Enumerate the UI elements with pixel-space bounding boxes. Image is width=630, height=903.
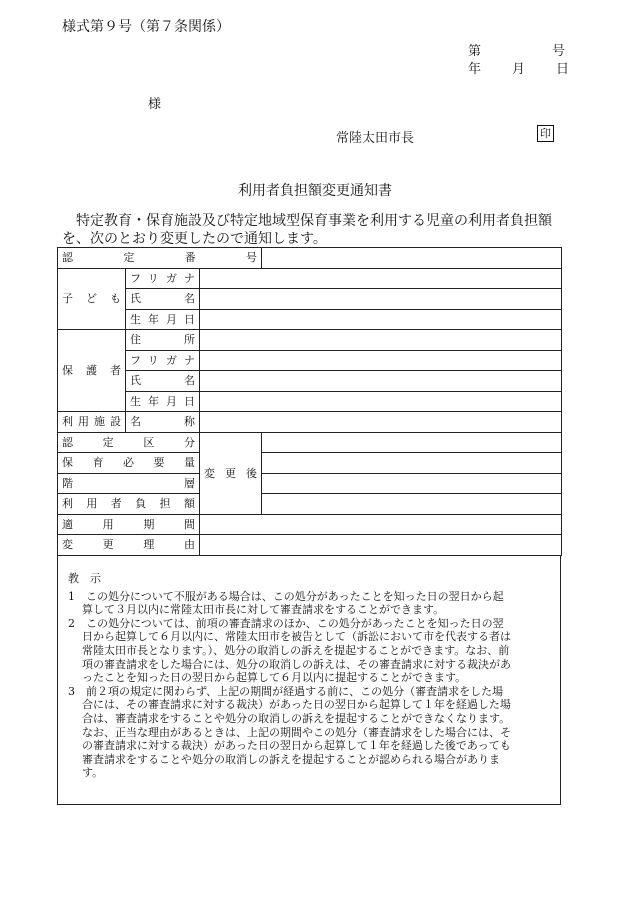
period-value[interactable]: [200, 514, 562, 535]
item-line: の審査請求に対する裁決）があった日の翌日から起算して１年を経過した後であっても: [82, 739, 511, 753]
bracket-value[interactable]: [262, 473, 562, 494]
table-row: [58, 391, 562, 412]
item-line: この処分については、前項の審査請求のほか、この処分があったことを知った日の翌: [86, 616, 504, 630]
user-fee-label: 利用者負担額: [58, 494, 200, 515]
intro-line: を、次のとおり変更したので通知します。: [62, 231, 327, 247]
child-name-value[interactable]: [200, 289, 562, 310]
table-row: [58, 514, 562, 535]
user-fee-value[interactable]: [262, 494, 562, 515]
item-line: 合は、審査請求をすることや処分の取消しの訴えを提起することができなくなります。: [82, 711, 511, 725]
reason-label: 変更理由: [58, 535, 200, 556]
guardian-birthdate-label: 生年月日: [126, 391, 200, 412]
facility-name-label: 名称: [126, 412, 200, 433]
seal-mark: 印: [537, 125, 554, 142]
guardian-address-label: 住所: [126, 330, 200, 351]
form-number: 様式第９号（第７条関係）: [62, 19, 230, 35]
guardian-birthdate-value[interactable]: [200, 391, 562, 412]
instruction-heading: 教 示: [68, 572, 101, 585]
item-line: す。: [82, 766, 104, 780]
item-line: この処分について不服がある場合は、この処分があったことを知った日の翌日から起: [86, 589, 504, 603]
item-line: ったことを知った日の翌日から起算して６月以内に提起することができます。: [82, 671, 467, 685]
table-row: [58, 535, 562, 556]
guardian-name-value[interactable]: [200, 371, 562, 392]
table-row: [58, 330, 562, 351]
instruction-item: [68, 590, 560, 604]
guardian-furigana-label: フリガナ: [126, 350, 200, 371]
table-row: [58, 289, 562, 310]
document-title: 利用者負担額変更通知書: [238, 183, 392, 199]
instruction-item: [68, 617, 560, 631]
child-furigana-value[interactable]: [200, 268, 562, 289]
issuer-name: 常陸太田市長: [336, 131, 415, 146]
certification-number-label: 認定番号: [58, 248, 262, 269]
item-line: 審査請求をすることや処分の取消しの訴えを提起することが認められる場合がありま: [82, 752, 500, 766]
bracket-label: 階層: [58, 473, 200, 494]
facility-label: 利用施設: [58, 412, 126, 433]
guardian-name-label: 氏名: [126, 371, 200, 392]
item-line: 日から起算して６月以内に、常陸太田市を被告として（訴訟において市を代表する者は: [82, 630, 511, 644]
certification-class-label: 認定区分: [58, 432, 200, 453]
guardian-furigana-value[interactable]: [200, 350, 562, 371]
table-row: [58, 248, 562, 269]
child-name-label: 氏名: [126, 289, 200, 310]
instruction-box: [57, 555, 561, 805]
item-line: 合には、その審査請求に対する裁決）があった日の翌日から起算して１年を経過した場: [82, 698, 511, 712]
item-line: 常陸太田市長となります。）、処分の取消しの訴えを提起することができます。なお、前: [82, 643, 510, 657]
certification-number-value[interactable]: [262, 248, 562, 269]
table-row: [58, 412, 562, 433]
childcare-need-label: 保育必要量: [58, 453, 200, 474]
table-row: [58, 350, 562, 371]
child-label: 子ども: [58, 268, 126, 330]
child-furigana-label: フリガナ: [126, 268, 200, 289]
intro-text: [62, 212, 562, 248]
table-row: [58, 268, 562, 289]
table-row: [58, 453, 562, 474]
reason-value[interactable]: [200, 535, 562, 556]
table-row: [58, 494, 562, 515]
after-change-label: 変更後: [200, 432, 262, 514]
item-number: 1: [68, 589, 86, 603]
intro-line: 特定教育・保育施設及び特定地域型保育事業を利用する児童の利用者負担額: [62, 213, 552, 229]
item-number: 3: [68, 684, 86, 698]
table-row: [58, 371, 562, 392]
child-birthdate-label: 生年月日: [126, 309, 200, 330]
item-line: 前２項の規定に関わらず、上記の期間が経過する前に、この処分（審査請求をした場: [86, 684, 504, 698]
table-row: [58, 309, 562, 330]
table-row: [58, 473, 562, 494]
fee-change-table: [57, 247, 562, 556]
date-day-label: 日: [556, 62, 570, 77]
item-number: 2: [68, 616, 86, 630]
document-number-suffix: 号: [552, 44, 566, 59]
guardian-address-value[interactable]: [200, 330, 562, 351]
item-line: 算して３月以内に常陸太田市長に対して審査請求をすることができます。: [82, 603, 445, 617]
table-row: [58, 432, 562, 453]
child-birthdate-value[interactable]: [200, 309, 562, 330]
guardian-label: 保護者: [58, 330, 126, 412]
document-number-prefix: 第: [468, 44, 482, 59]
item-line: 項の審査請求をした場合には、処分の取消しの訴えは、その審査請求に対する裁決があ: [82, 657, 511, 671]
certification-class-value[interactable]: [262, 432, 562, 453]
childcare-need-value[interactable]: [262, 453, 562, 474]
instruction-item: [68, 685, 560, 699]
date-year-label: 年: [468, 62, 482, 77]
item-line: なお、正当な理由があるときは、上記の期間やこの処分（審査請求をした場合には、そ: [82, 725, 511, 739]
period-label: 適用期間: [58, 514, 200, 535]
facility-name-value[interactable]: [200, 412, 562, 433]
addressee-suffix: 様: [148, 97, 162, 112]
date-month-label: 月: [512, 62, 526, 77]
